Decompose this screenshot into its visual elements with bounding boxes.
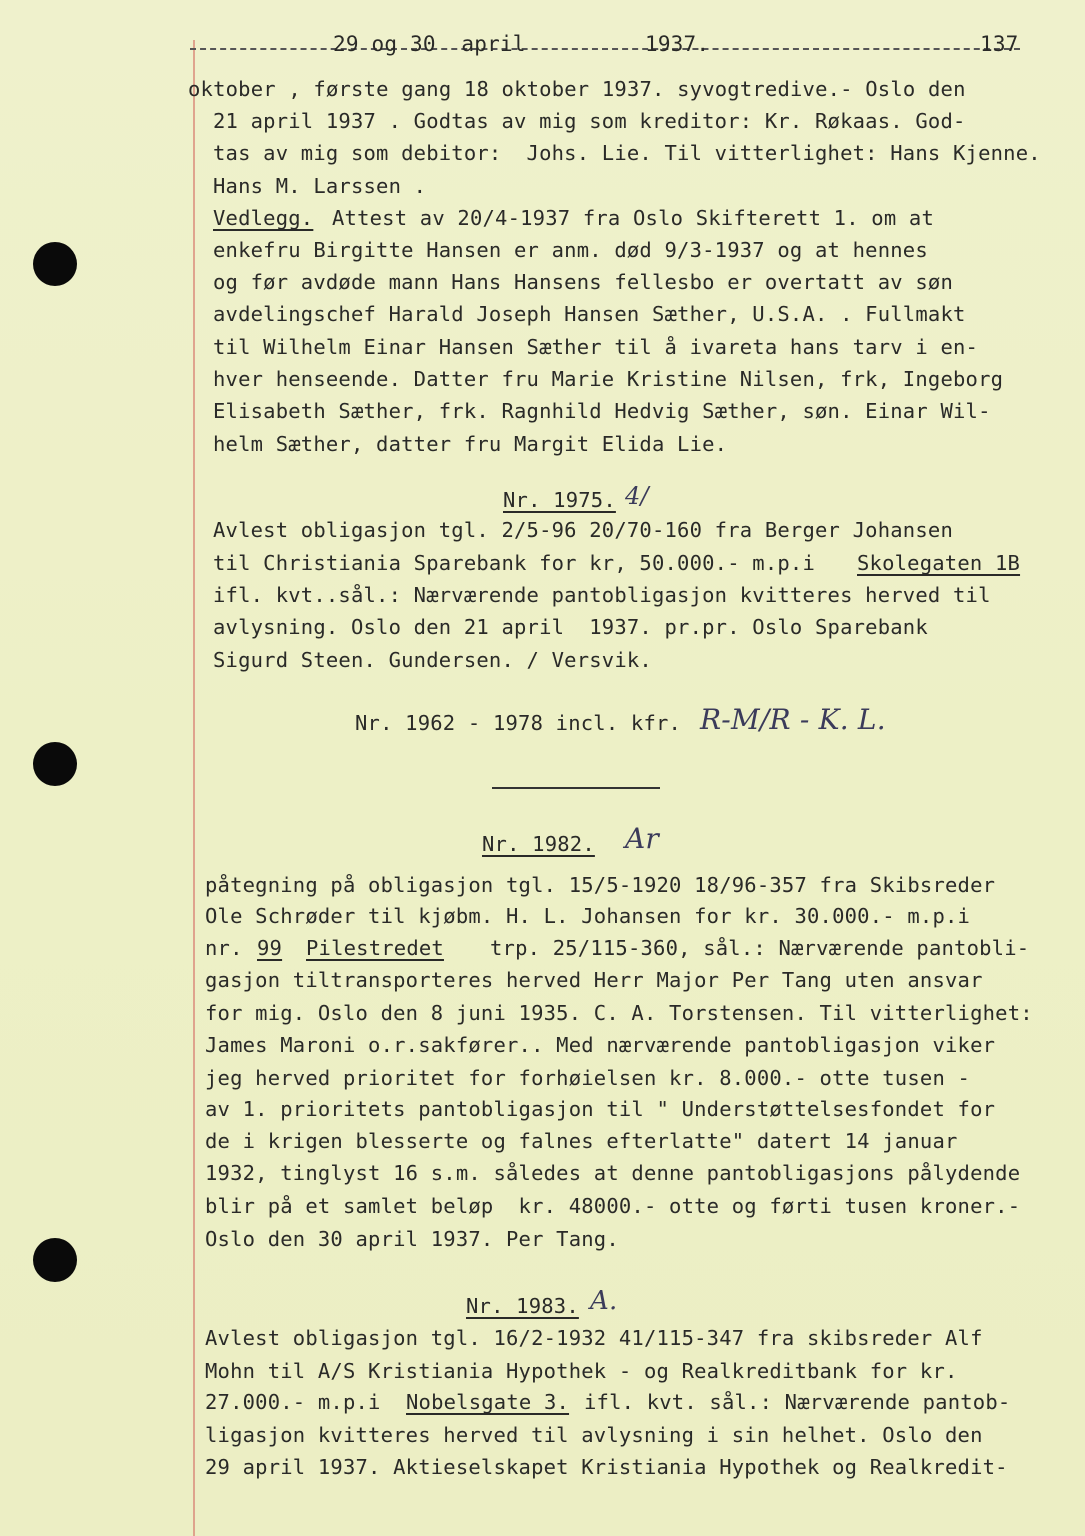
text-line: Oslo den 30 april 1937. Per Tang. bbox=[205, 1227, 619, 1251]
address-nobelsgate: Nobelsgate 3. bbox=[406, 1390, 570, 1414]
handwritten-note: R-M/R - K. L. bbox=[700, 703, 886, 736]
text-line: Nr. 1962 - 1978 incl. kfr. bbox=[355, 711, 682, 735]
page-number: 137 bbox=[980, 32, 1019, 56]
text-line: oktober , første gang 18 oktober 1937. syvogtredive.- Oslo den bbox=[188, 77, 966, 101]
handwritten-mark: A. bbox=[590, 1286, 618, 1316]
text-line: 29 april 1937. Aktieselskapet Kristiania Hypothek og Realkredit- bbox=[205, 1455, 1008, 1479]
text-line: Avlest obligasjon tgl. 16/2-1932 41/115-347 fra skibsreder Alf bbox=[205, 1326, 983, 1350]
handwritten-mark: 4/ bbox=[625, 482, 649, 510]
text-line: og før avdøde mann Hans Hansens fellesbo er overtatt av søn bbox=[213, 270, 953, 294]
section-divider bbox=[492, 787, 660, 789]
text-line: gasjon tiltransporteres herved Herr Major Per Tang uten ansvar bbox=[205, 968, 983, 992]
text-line: helm Sæther, datter fru Margit Elida Lie. bbox=[213, 432, 728, 456]
text-line: Attest av 20/4-1937 fra Oslo Skifterett 1. om at bbox=[332, 206, 935, 230]
text-line: ifl. kvt. sål.: Nærværende pantob- bbox=[584, 1390, 1011, 1414]
address-number: 99 bbox=[257, 936, 283, 960]
text-line: av 1. prioritets pantobligasjon til " Understøttelsesfondet for bbox=[205, 1097, 996, 1121]
margin-line bbox=[193, 40, 195, 1536]
text-line: for mig. Oslo den 8 juni 1935. C. A. Torstensen. Til vitterlighet: bbox=[205, 1001, 1033, 1025]
vedlegg-label: Vedlegg. bbox=[213, 206, 314, 230]
entry-number-1982: Nr. 1982. bbox=[482, 832, 595, 856]
text-line: jeg herved prioritet for forhøielsen kr. 8.000.- otte tusen - bbox=[205, 1066, 971, 1090]
address-pilestredet: Pilestredet bbox=[306, 936, 444, 960]
text-line: til Wilhelm Einar Hansen Sæther til å ivareta hans tarv i en- bbox=[213, 335, 979, 359]
text-line: trp. 25/115-360, sål.: Nærværende pantobli- bbox=[490, 936, 1030, 960]
text-line: de i krigen blesserte og falnes efterlatte" datert 14 januar bbox=[205, 1129, 958, 1153]
text-line: blir på et samlet beløp kr. 48000.- otte og førti tusen kroner.- bbox=[205, 1194, 1021, 1218]
text-line: 21 april 1937 . Godtas av mig som kreditor: Kr. Røkaas. God- bbox=[213, 109, 966, 133]
text-line: enkefru Birgitte Hansen er anm. død 9/3-1937 og at hennes bbox=[213, 238, 928, 262]
address-skolegaten: Skolegaten 1B bbox=[857, 551, 1021, 575]
entry-number-1983: Nr. 1983. bbox=[466, 1294, 579, 1318]
text-line: hver henseende. Datter fru Marie Kristine Nilsen, frk, Ingeborg bbox=[213, 367, 1004, 391]
text-line: påtegning på obligasjon tgl. 15/5-1920 18/96-357 fra Skibsreder bbox=[205, 873, 996, 897]
text-line: avdelingschef Harald Joseph Hansen Sæther, U.S.A. . Fullmakt bbox=[213, 302, 966, 326]
text-line: Sigurd Steen. Gundersen. / Versvik. bbox=[213, 648, 652, 672]
text-line: Elisabeth Sæther, frk. Ragnhild Hedvig Sæther, søn. Einar Wil- bbox=[213, 399, 991, 423]
text-line: Mohn til A/S Kristiania Hypothek - og Realkreditbank for kr. bbox=[205, 1359, 958, 1383]
text-line: tas av mig som debitor: Johs. Lie. Til vitterlighet: Hans Kjenne. bbox=[213, 141, 1041, 165]
text-line: avlysning. Oslo den 21 april 1937. pr.pr. Oslo Sparebank bbox=[213, 615, 928, 639]
text-line: ligasjon kvitteres herved til avlysning i sin helhet. Oslo den bbox=[205, 1423, 983, 1447]
entry-number-1975: Nr. 1975. bbox=[503, 488, 616, 512]
text-line: 1932, tinglyst 16 s.m. således at denne pantobligasjons pålydende bbox=[205, 1161, 1021, 1185]
text-line: Avlest obligasjon tgl. 2/5-96 20/70-160 fra Berger Johansen bbox=[213, 518, 953, 542]
binder-hole-middle bbox=[33, 742, 77, 786]
text-line: nr. bbox=[205, 936, 243, 960]
header-year: 1937. bbox=[645, 32, 710, 56]
text-line: Ole Schrøder til kjøbm. H. L. Johansen for kr. 30.000.- m.p.i bbox=[205, 904, 971, 928]
handwritten-mark: Ar bbox=[625, 822, 660, 855]
binder-hole-top bbox=[33, 242, 77, 286]
text-line: ifl. kvt..sål.: Nærværende pantobligasjon kvitteres herved til bbox=[213, 583, 991, 607]
text-line: Hans M. Larssen . bbox=[213, 174, 427, 198]
text-line: til Christiania Sparebank for kr, 50.000.- m.p.i bbox=[213, 551, 816, 575]
header-rule bbox=[190, 48, 1020, 50]
amount-27000: 27.000.- m.p.i bbox=[205, 1390, 381, 1414]
binder-hole-bottom bbox=[33, 1238, 77, 1282]
text-line: James Maroni o.r.sakfører.. Med nærværende pantobligasjon viker bbox=[205, 1033, 996, 1057]
header-dates: 29 og 30 april bbox=[333, 32, 526, 56]
